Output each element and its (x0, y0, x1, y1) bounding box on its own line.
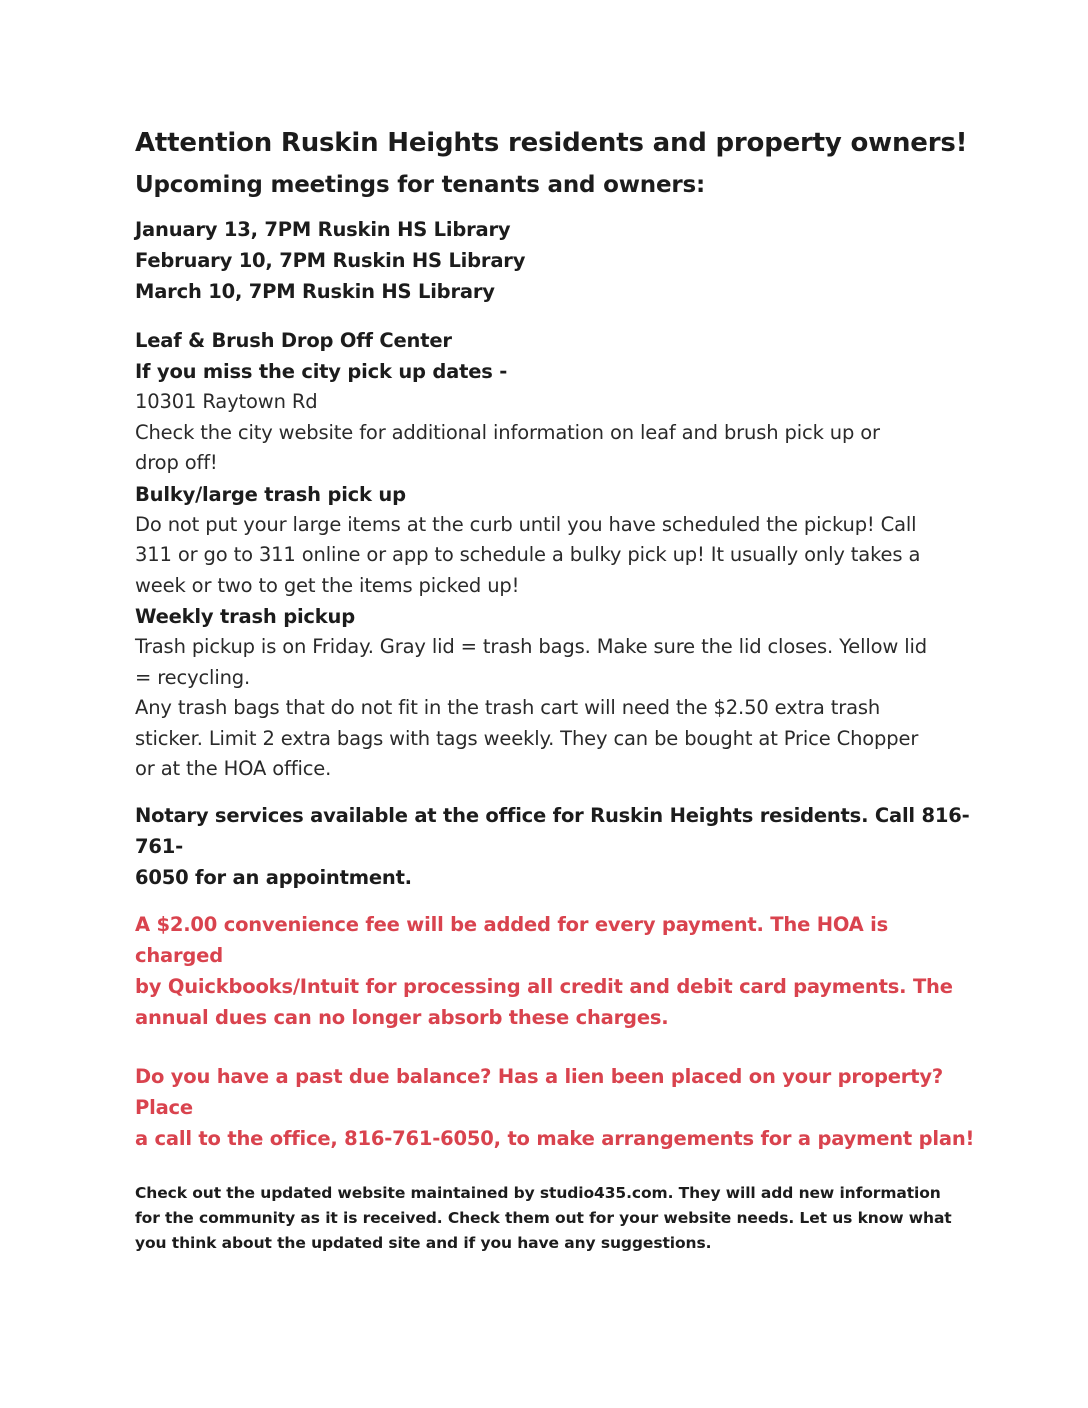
flyer-title: Attention Ruskin Heights residents and property owners! (135, 128, 968, 158)
past-due-line: a call to the office, 816-761-6050, to make arrangements for a payment plan! (135, 1126, 975, 1150)
bulky-heading: Bulky/large trash pick up (135, 482, 406, 506)
leaf-address: 10301 Raytown Rd (135, 390, 318, 413)
fee-line: A $2.00 convenience fee will be added for every payment. The HOA is charged (135, 912, 889, 967)
bulky-trash-section (135, 479, 980, 602)
meeting-item: January 13, 7PM Ruskin HS Library (135, 218, 511, 241)
past-due-line: Do you have a past due balance? Has a lien been placed on your property? Place (135, 1064, 943, 1119)
weekly-text-line: Any trash bags that do not fit in the trash cart will need the $2.50 extra trash (135, 696, 881, 719)
leaf-brush-section (135, 325, 980, 479)
meeting-item: February 10, 7PM Ruskin HS Library (135, 249, 526, 272)
flyer-content (135, 128, 980, 1256)
notary-notice (135, 800, 980, 893)
past-due-notice (135, 1061, 980, 1154)
weekly-text-line: sticker. Limit 2 extra bags with tags weekly. They can be bought at Price Chopper (135, 726, 919, 750)
fee-line: annual dues can no longer absorb these charges. (135, 1005, 669, 1029)
bulky-text-line: 311 or go to 311 online or app to schedule a bulky pick up! It usually only takes a (135, 543, 921, 566)
meetings-subtitle: Upcoming meetings for tenants and owners: (135, 172, 705, 198)
leaf-heading: Leaf & Brush Drop Off Center (135, 329, 452, 352)
weekly-text-line: Trash pickup is on Friday. Gray lid = trash bags. Make sure the lid closes. Yellow lid (135, 635, 928, 658)
weekly-heading: Weekly trash pickup (135, 605, 356, 628)
weekly-trash-section (135, 601, 980, 785)
weekly-text-line: or at the HOA office. (135, 757, 332, 780)
website-notice (135, 1181, 980, 1256)
notary-line: Notary services available at the office for Ruskin Heights residents. Call 816-761- (135, 803, 970, 858)
meetings-list (135, 214, 980, 307)
bulky-text-line: Do not put your large items at the curb until you have scheduled the pickup! Call (135, 512, 917, 536)
fee-line: by Quickbooks/Intuit for processing all credit and debit card payments. The (135, 974, 953, 998)
meeting-item: March 10, 7PM Ruskin HS Library (135, 280, 495, 303)
website-line: you think about the updated site and if you have any suggestions. (135, 1233, 712, 1252)
weekly-text-line: = recycling. (135, 665, 251, 689)
leaf-info-line: drop off! (135, 451, 218, 474)
bulky-text-line: week or two to get the items picked up! (135, 573, 520, 597)
convenience-fee-notice (135, 909, 980, 1033)
leaf-info-line: Check the city website for additional information on leaf and brush pick up or (135, 420, 880, 444)
website-line: Check out the updated website maintained by studio435.com. They will add new information (135, 1183, 941, 1202)
leaf-subheading: If you miss the city pick up dates - (135, 360, 508, 383)
notary-line: 6050 for an appointment. (135, 865, 412, 889)
website-line: for the community as it is received. Check them out for your website needs. Let us know what (135, 1208, 952, 1227)
